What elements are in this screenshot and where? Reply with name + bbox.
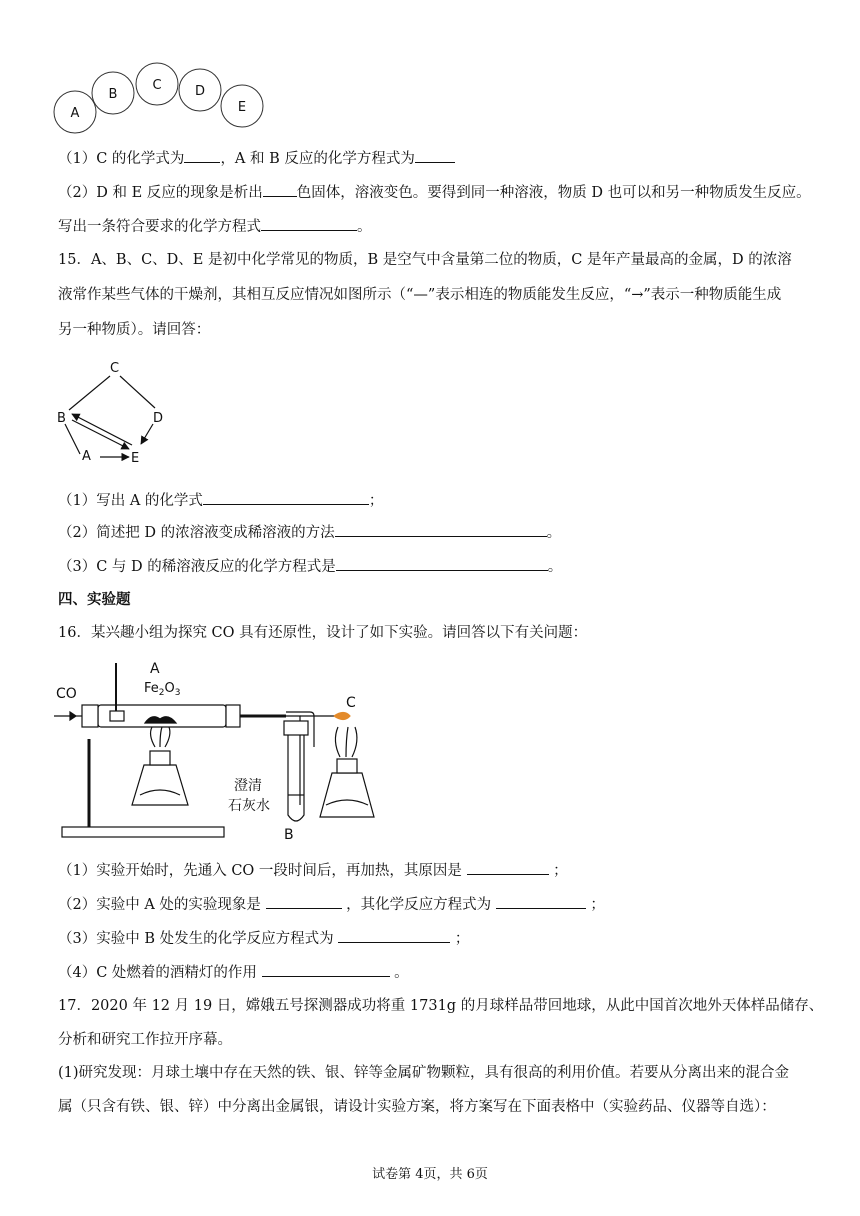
- circle-label-d: D: [194, 84, 206, 99]
- answer-blank[interactable]: [467, 860, 549, 875]
- q15-sub2: （2）简述把 D 的浓溶液变成稀溶液的方法 。: [58, 522, 561, 543]
- q17-line1: 17．2020 年 12 月 19 日，嫦娥五号探测器成功将重 1731g 的月球样品带回地球，从此中国首次地外天体样品储存、: [58, 998, 824, 1014]
- relation-diagram: [52, 356, 177, 466]
- label-a: A: [150, 661, 160, 677]
- answer-blank[interactable]: [266, 894, 342, 909]
- node-b: B: [57, 411, 66, 426]
- line-c-b: [69, 376, 110, 410]
- alcohol-lamp-c: [320, 773, 374, 817]
- section-title: 四、实验题: [58, 592, 131, 608]
- answer-blank[interactable]: [496, 894, 586, 909]
- label-c: C: [346, 695, 356, 711]
- q17-line3: (1)研究发现：月球土壤中存在天然的铁、银、锌等金属矿物颗粒，具有很高的利用价值。若要从分离出来的混合金: [58, 1065, 790, 1081]
- q15-sub1: （1）写出 A 的化学式 ；: [58, 490, 383, 511]
- q14-line3: 写出一条符合要求的化学方程式 。: [58, 216, 372, 237]
- q17-line2: 分析和研究工作拉开序幕。: [58, 1032, 232, 1048]
- circle-label-b: B: [108, 87, 118, 102]
- answer-blank[interactable]: [262, 962, 390, 977]
- c-flame: [334, 713, 350, 720]
- arrow-b-e: [72, 420, 129, 449]
- tube-stopper-right: [226, 705, 240, 727]
- answer-blank[interactable]: [184, 148, 220, 163]
- node-d: D: [153, 411, 164, 426]
- q16-sub3: （3）实验中 B 处发生的化学反应方程式为 ；: [58, 928, 469, 949]
- answer-blank[interactable]: [336, 556, 548, 571]
- page-footer: 试卷第 4页，共 6页: [372, 1167, 488, 1182]
- q14-line2: （2）D 和 E 反应的现象是析出 色固体，溶液变色。要得到同一种溶液，物质 D 也可以和另一种物质发生反应。: [58, 182, 811, 203]
- circles-diagram: [50, 62, 275, 137]
- q16-sub1: （1）实验开始时，先通入 CO 一段时间后，再加热，其原因是 ；: [58, 860, 568, 881]
- answer-blank[interactable]: [261, 216, 357, 231]
- label-b: B: [284, 827, 294, 843]
- q16-intro: 16．某兴趣小组为探究 CO 具有还原性，设计了如下实验。请回答以下有关问题：: [58, 625, 588, 641]
- tube-stopper-left: [82, 705, 98, 727]
- q16-sub4: （4）C 处燃着的酒精灯的作用 。: [58, 962, 409, 983]
- label-lime-1: 澄清: [234, 778, 262, 794]
- q15-line2: 液常作某些气体的干燥剂，其相互反应情况如图所示（“—”表示相连的物质能发生反应，“→”表示一种物质能生成: [58, 287, 782, 303]
- arrow-e-b: [72, 414, 132, 445]
- q15-sub3: （3）C 与 D 的稀溶液反应的化学方程式是 。: [58, 556, 562, 577]
- node-c: C: [110, 361, 120, 376]
- arrow-d-e: [141, 424, 153, 444]
- q16-sub2: （2）实验中 A 处的实验现象是 ，其化学反应方程式为 ；: [58, 894, 605, 915]
- answer-blank[interactable]: [338, 928, 450, 943]
- node-e: E: [131, 451, 140, 466]
- test-tube-b: [284, 721, 308, 735]
- node-a: A: [82, 449, 91, 464]
- label-lime-2: 石灰水: [228, 798, 270, 814]
- apparatus-diagram: [52, 655, 392, 843]
- circle-label-a: A: [70, 106, 80, 121]
- circle-label-c: C: [152, 78, 162, 93]
- answer-blank[interactable]: [203, 490, 369, 505]
- q17-line4: 属（只含有铁、银、锌）中分离出金属银，请设计实验方案，将方案写在下面表格中（实验药品、仪器等自选）：: [58, 1099, 776, 1115]
- burner-a-flame: [151, 727, 170, 747]
- q15-line1: 15．A、B、C、D、E 是初中化学常见的物质，B 是空气中含量第二位的物质，C 是年产量最高的金属，D 的浓溶: [58, 252, 792, 268]
- circle-label-e: E: [237, 100, 247, 115]
- label-fe2o3: $Fe_2O_3$: [144, 681, 181, 698]
- answer-blank[interactable]: [415, 148, 455, 163]
- answer-blank[interactable]: [263, 182, 297, 197]
- alcohol-lamp-a: [132, 765, 188, 805]
- q14-line1: （1）C 的化学式为 ，A 和 B 反应的化学方程式为: [58, 148, 455, 169]
- q15-line3: 另一种物质）。请回答：: [58, 322, 211, 338]
- burner-c-flame: [335, 727, 356, 757]
- label-co: CO: [56, 686, 77, 702]
- line-b-a: [65, 424, 80, 454]
- stand-base: [62, 827, 224, 837]
- line-c-d: [120, 376, 155, 408]
- answer-blank[interactable]: [335, 522, 547, 537]
